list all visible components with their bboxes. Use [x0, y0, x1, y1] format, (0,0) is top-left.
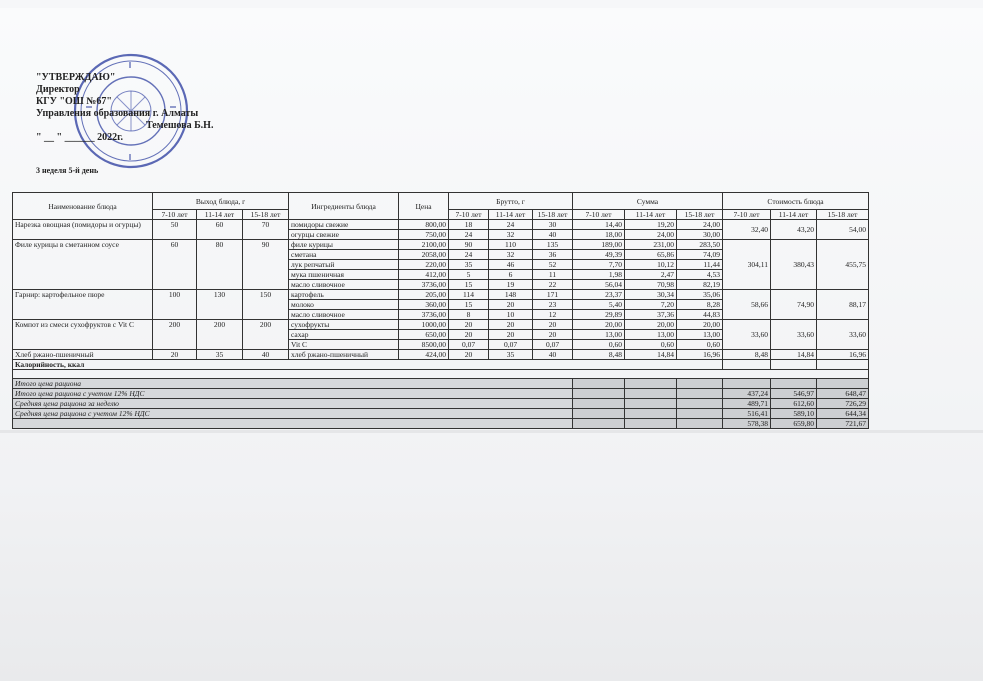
total-empty-cell [677, 379, 723, 389]
ingredient-cell: мука пшеничная [289, 270, 399, 280]
yield-cell: 150 [243, 290, 289, 320]
total-label-cell: Средняя цена рациона с учетом 12% НДС [13, 409, 573, 419]
brutto-cell: 30 [533, 220, 573, 230]
total-value-cell: 437,24 [723, 389, 771, 399]
ingredient-cell: молоко [289, 300, 399, 310]
dish-name-cell: Гарнир: картофельное пюре [13, 290, 153, 320]
calories-cell [817, 360, 869, 370]
total-value-cell: 721,67 [817, 419, 869, 429]
sum-cell: 5,40 [573, 300, 625, 310]
brutto-cell: 20 [489, 330, 533, 340]
dish-cost-cell: 58,66 [723, 290, 771, 320]
age-header: 11-14 лет [197, 210, 243, 220]
dish-cost-cell: 304,11 [723, 240, 771, 290]
table-row [13, 220, 869, 230]
dish-cost-cell: 33,60 [817, 320, 869, 350]
total-empty-cell [677, 419, 723, 429]
ingredient-cell: картофель [289, 290, 399, 300]
sum-cell: 24,00 [677, 220, 723, 230]
approval-position: Директор [36, 84, 80, 95]
brutto-cell: 10 [489, 310, 533, 320]
table-row [13, 350, 869, 360]
total-empty-cell [677, 409, 723, 419]
brutto-cell: 6 [489, 270, 533, 280]
ingredient-cell: сахар [289, 330, 399, 340]
yield-cell: 130 [197, 290, 243, 320]
brutto-cell: 40 [533, 350, 573, 360]
price-cell: 2100,00 [399, 240, 449, 250]
yield-cell: 60 [197, 220, 243, 240]
sum-cell: 19,20 [625, 220, 677, 230]
brutto-cell: 20 [533, 320, 573, 330]
sum-cell: 189,00 [573, 240, 625, 250]
sum-cell: 8,48 [573, 350, 625, 360]
yield-cell: 70 [243, 220, 289, 240]
total-empty-cell [625, 399, 677, 409]
approval-title: "УТВЕРЖДАЮ" [36, 72, 116, 83]
price-cell: 412,00 [399, 270, 449, 280]
ingredient-cell: хлеб ржано-пшеничный [289, 350, 399, 360]
total-value-cell: 546,97 [771, 389, 817, 399]
approval-school: КГУ "ОШ №67" [36, 96, 112, 107]
yield-cell: 50 [153, 220, 197, 240]
dish-cost-cell: 455,75 [817, 240, 869, 290]
price-cell: 650,00 [399, 330, 449, 340]
total-empty-cell [625, 419, 677, 429]
header-brutto: Брутто, г [449, 193, 573, 210]
dish-name-cell: Филе курицы в сметанном соусе [13, 240, 153, 290]
sum-cell: 13,00 [625, 330, 677, 340]
total-value-cell: 489,71 [723, 399, 771, 409]
brutto-cell: 35 [449, 260, 489, 270]
ingredient-cell: огурцы свежие [289, 230, 399, 240]
dish-cost-cell: 88,17 [817, 290, 869, 320]
ingredient-cell: Vit C [289, 340, 399, 350]
dish-name-cell: Компот из смеси сухофруктов с Vit C [13, 320, 153, 350]
sum-cell: 30,34 [625, 290, 677, 300]
brutto-cell: 15 [449, 300, 489, 310]
age-header: 15-18 лет [677, 210, 723, 220]
total-label-cell: Средняя цена рациона за неделю [13, 399, 573, 409]
price-cell: 8500,00 [399, 340, 449, 350]
brutto-cell: 11 [533, 270, 573, 280]
sum-cell: 74,09 [677, 250, 723, 260]
brutto-cell: 20 [449, 330, 489, 340]
dish-cost-cell: 380,43 [771, 240, 817, 290]
total-value-cell: 589,10 [771, 409, 817, 419]
sum-cell: 30,00 [677, 230, 723, 240]
total-value-cell: 644,34 [817, 409, 869, 419]
week-label: 3 неделя 5-й день [36, 166, 99, 175]
sum-cell: 13,00 [573, 330, 625, 340]
yield-cell: 20 [153, 350, 197, 360]
price-cell: 360,00 [399, 300, 449, 310]
brutto-cell: 18 [449, 220, 489, 230]
brutto-cell: 20 [489, 320, 533, 330]
header-dish: Наименование блюда [13, 193, 153, 220]
sum-cell: 7,20 [625, 300, 677, 310]
yield-cell: 100 [153, 290, 197, 320]
brutto-cell: 20 [449, 350, 489, 360]
sum-cell: 0,60 [677, 340, 723, 350]
total-empty-cell [573, 379, 625, 389]
dish-cost-cell: 14,84 [771, 350, 817, 360]
yield-cell: 40 [243, 350, 289, 360]
brutto-cell: 22 [533, 280, 573, 290]
price-cell: 2058,00 [399, 250, 449, 260]
sum-cell: 14,84 [625, 350, 677, 360]
age-header: 15-18 лет [817, 210, 869, 220]
yield-cell: 90 [243, 240, 289, 290]
sum-cell: 1,98 [573, 270, 625, 280]
sum-cell: 231,00 [625, 240, 677, 250]
brutto-cell: 19 [489, 280, 533, 290]
total-row [13, 389, 869, 399]
approval-date: " __ " ______ 2022г. [36, 132, 124, 143]
paper-fold [0, 430, 983, 433]
dish-cost-cell: 8,48 [723, 350, 771, 360]
brutto-cell: 0,07 [449, 340, 489, 350]
spacer-cell [13, 370, 869, 379]
total-label-cell [13, 419, 573, 429]
approval-block [36, 72, 213, 144]
age-header: 15-18 лет [243, 210, 289, 220]
dish-cost-cell: 74,90 [771, 290, 817, 320]
brutto-cell: 32 [489, 250, 533, 260]
spacer-row [13, 370, 869, 379]
table-row [13, 320, 869, 330]
brutto-cell: 12 [533, 310, 573, 320]
sum-cell: 11,44 [677, 260, 723, 270]
total-empty-cell [573, 409, 625, 419]
total-value-cell: 578,38 [723, 419, 771, 429]
approval-department: Управления образования г. Алматы [36, 108, 199, 119]
dish-cost-cell: 43,20 [771, 220, 817, 240]
sum-cell: 24,00 [625, 230, 677, 240]
sum-cell: 82,19 [677, 280, 723, 290]
calories-cell [771, 360, 817, 370]
age-header: 7-10 лет [573, 210, 625, 220]
sum-cell: 65,86 [625, 250, 677, 260]
sum-cell: 23,37 [573, 290, 625, 300]
yield-cell: 200 [153, 320, 197, 350]
brutto-cell: 24 [449, 230, 489, 240]
brutto-cell: 23 [533, 300, 573, 310]
total-label-cell: Итого цена рациона [13, 379, 573, 389]
price-cell: 3736,00 [399, 280, 449, 290]
yield-cell: 35 [197, 350, 243, 360]
brutto-cell: 20 [533, 330, 573, 340]
total-empty-cell [625, 409, 677, 419]
brutto-cell: 8 [449, 310, 489, 320]
sum-cell: 20,00 [677, 320, 723, 330]
total-value-cell [723, 379, 771, 389]
price-cell: 205,00 [399, 290, 449, 300]
sum-cell: 283,50 [677, 240, 723, 250]
ingredient-cell: помидоры свежие [289, 220, 399, 230]
dish-cost-cell: 32,40 [723, 220, 771, 240]
header-cost: Стоимость блюда [723, 193, 869, 210]
price-cell: 800,00 [399, 220, 449, 230]
total-label-cell: Итого цена рациона с учетом 12% НДС [13, 389, 573, 399]
sum-cell: 8,28 [677, 300, 723, 310]
total-empty-cell [573, 399, 625, 409]
total-value-cell: 516,41 [723, 409, 771, 419]
age-header: 15-18 лет [533, 210, 573, 220]
sum-cell: 18,00 [573, 230, 625, 240]
total-row [13, 399, 869, 409]
sum-cell: 2,47 [625, 270, 677, 280]
header-ingredients: Ингредиенты блюда [289, 193, 399, 220]
calories-cell [723, 360, 771, 370]
age-header: 7-10 лет [153, 210, 197, 220]
brutto-cell: 148 [489, 290, 533, 300]
sum-cell: 37,36 [625, 310, 677, 320]
total-row [13, 379, 869, 389]
sum-cell: 4,53 [677, 270, 723, 280]
brutto-cell: 46 [489, 260, 533, 270]
price-cell: 424,00 [399, 350, 449, 360]
age-header: 11-14 лет [625, 210, 677, 220]
header-yield: Выход блюда, г [153, 193, 289, 210]
sum-cell: 20,00 [625, 320, 677, 330]
menu-table-body [13, 220, 869, 429]
dish-cost-cell: 33,60 [771, 320, 817, 350]
price-cell: 1000,00 [399, 320, 449, 330]
yield-cell: 80 [197, 240, 243, 290]
menu-table [12, 192, 869, 429]
total-empty-cell [625, 389, 677, 399]
total-value-cell [817, 379, 869, 389]
ingredient-cell: сухофрукты [289, 320, 399, 330]
sum-cell: 16,96 [677, 350, 723, 360]
ingredient-cell: масло сливочное [289, 310, 399, 320]
price-cell: 220,00 [399, 260, 449, 270]
total-value-cell [771, 379, 817, 389]
age-header: 11-14 лет [489, 210, 533, 220]
brutto-cell: 15 [449, 280, 489, 290]
sum-cell: 49,39 [573, 250, 625, 260]
sum-cell: 0,60 [573, 340, 625, 350]
dish-name-cell: Хлеб ржано-пшеничный [13, 350, 153, 360]
brutto-cell: 135 [533, 240, 573, 250]
total-value-cell: 659,80 [771, 419, 817, 429]
brutto-cell: 0,07 [489, 340, 533, 350]
calories-row [13, 360, 869, 370]
brutto-cell: 36 [533, 250, 573, 260]
sum-cell: 10,12 [625, 260, 677, 270]
yield-cell: 200 [243, 320, 289, 350]
sum-cell: 29,89 [573, 310, 625, 320]
brutto-cell: 32 [489, 230, 533, 240]
total-empty-cell [573, 389, 625, 399]
table-row [13, 290, 869, 300]
sum-cell: 20,00 [573, 320, 625, 330]
ingredient-cell: лук репчатый [289, 260, 399, 270]
yield-cell: 200 [197, 320, 243, 350]
ingredient-cell: сметана [289, 250, 399, 260]
brutto-cell: 5 [449, 270, 489, 280]
total-empty-cell [625, 379, 677, 389]
total-value-cell: 726,29 [817, 399, 869, 409]
dish-cost-cell: 54,00 [817, 220, 869, 240]
price-cell: 750,00 [399, 230, 449, 240]
brutto-cell: 24 [449, 250, 489, 260]
sum-cell: 14,40 [573, 220, 625, 230]
sum-cell: 7,70 [573, 260, 625, 270]
sum-cell: 0,60 [625, 340, 677, 350]
brutto-cell: 20 [489, 300, 533, 310]
total-empty-cell [573, 419, 625, 429]
brutto-cell: 35 [489, 350, 533, 360]
sum-cell: 44,83 [677, 310, 723, 320]
dish-cost-cell: 16,96 [817, 350, 869, 360]
total-value-cell: 648,47 [817, 389, 869, 399]
brutto-cell: 40 [533, 230, 573, 240]
brutto-cell: 110 [489, 240, 533, 250]
header-price: Цена [399, 193, 449, 220]
table-row [13, 240, 869, 250]
brutto-cell: 20 [449, 320, 489, 330]
sum-cell: 56,04 [573, 280, 625, 290]
brutto-cell: 0,07 [533, 340, 573, 350]
brutto-cell: 52 [533, 260, 573, 270]
ingredient-cell: масло сливочное [289, 280, 399, 290]
price-cell: 3736,00 [399, 310, 449, 320]
total-row [13, 409, 869, 419]
sum-cell: 35,06 [677, 290, 723, 300]
total-row [13, 419, 869, 429]
dish-name-cell: Нарезка овощная (помидоры и огурцы) [13, 220, 153, 240]
approval-signer: Темешова Б.Н. [146, 120, 214, 131]
age-header: 7-10 лет [723, 210, 771, 220]
age-header: 7-10 лет [449, 210, 489, 220]
sum-cell: 13,00 [677, 330, 723, 340]
brutto-cell: 171 [533, 290, 573, 300]
header-sum: Сумма [573, 193, 723, 210]
brutto-cell: 90 [449, 240, 489, 250]
age-header: 11-14 лет [771, 210, 817, 220]
total-value-cell: 612,60 [771, 399, 817, 409]
dish-cost-cell: 33,60 [723, 320, 771, 350]
brutto-cell: 114 [449, 290, 489, 300]
ingredient-cell: филе курицы [289, 240, 399, 250]
total-empty-cell [677, 389, 723, 399]
sum-cell: 70,98 [625, 280, 677, 290]
calories-label: Калорийность, ккал [13, 360, 723, 370]
total-empty-cell [677, 399, 723, 409]
brutto-cell: 24 [489, 220, 533, 230]
yield-cell: 60 [153, 240, 197, 290]
